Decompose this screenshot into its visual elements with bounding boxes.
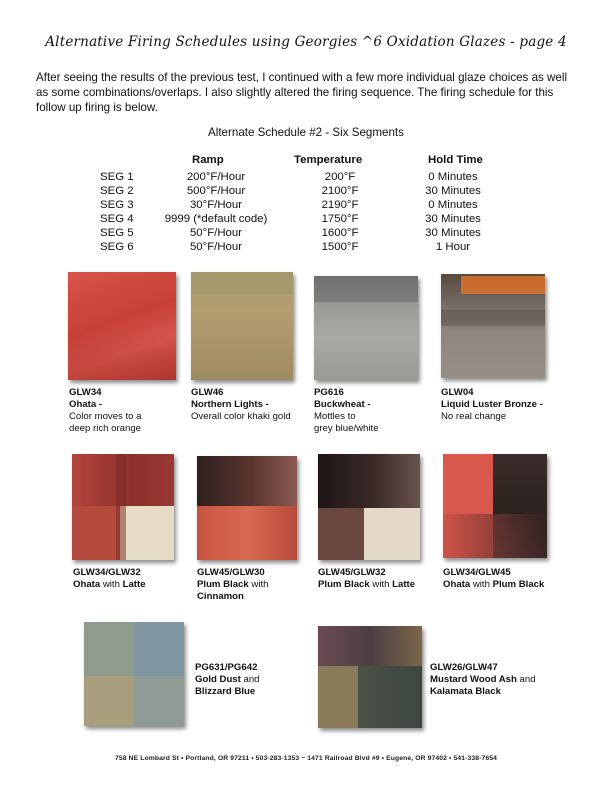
glaze-1-name: Ohata bbox=[73, 579, 101, 590]
tile-photo-glw46 bbox=[191, 272, 293, 380]
glaze-2-name: Cinnamon bbox=[197, 591, 244, 602]
temperature-value: 1750°F bbox=[321, 213, 359, 225]
combination-word: with bbox=[100, 579, 123, 590]
schedule-title: Alternate Schedule #2 - Six Segments bbox=[208, 126, 404, 139]
tile-caption bbox=[191, 387, 291, 423]
glaze-1-name: Plum Black bbox=[197, 579, 249, 590]
column-header-temperature: Temperature bbox=[294, 154, 363, 166]
ramp-value: 30°F/Hour bbox=[189, 199, 243, 211]
glaze-code: GLW34 bbox=[69, 387, 102, 398]
segment-label: SEG 5 bbox=[100, 227, 134, 239]
glaze-description: Overall color khaki gold bbox=[191, 411, 291, 422]
combination-word: with bbox=[248, 579, 269, 590]
glaze-code: PG631/PG642 bbox=[195, 662, 258, 673]
schedule-row bbox=[0, 213, 612, 227]
segment-label: SEG 1 bbox=[100, 171, 134, 183]
glaze-1-name: Plum Black bbox=[318, 579, 370, 590]
glaze-description: grey blue/white bbox=[314, 423, 379, 434]
glaze-1-name: Mustard Wood Ash bbox=[430, 674, 517, 685]
ramp-value: 50°F/Hour bbox=[189, 241, 243, 253]
column-header-hold-time: Hold Time bbox=[428, 154, 483, 166]
tile-photo-glw26-glw47 bbox=[318, 626, 422, 728]
ramp-value: 50°F/Hour bbox=[189, 227, 243, 239]
glaze-2-name: Latte bbox=[122, 579, 146, 590]
ramp-value: 500°F/Hour bbox=[186, 185, 246, 197]
tile-photo-glw45-glw32 bbox=[318, 454, 420, 560]
glaze-code: GLW34/GLW32 bbox=[73, 567, 141, 578]
glaze-name: Buckwheat - bbox=[314, 399, 371, 410]
combination-word: and bbox=[240, 674, 260, 685]
glaze-1-name: Gold Dust bbox=[195, 674, 241, 685]
schedule-row bbox=[0, 171, 612, 185]
glaze-name: Ohata - bbox=[69, 399, 103, 410]
schedule-row bbox=[0, 199, 612, 213]
tile-photo-glw34-glw32 bbox=[72, 454, 174, 560]
glaze-code: GLW04 bbox=[441, 387, 474, 398]
segment-label: SEG 4 bbox=[100, 213, 134, 225]
glaze-description: Color moves to a bbox=[69, 411, 142, 422]
glaze-2-name: Blizzard Blue bbox=[195, 686, 256, 697]
tile-photo-glw45-glw30 bbox=[197, 456, 297, 560]
glaze-2-name: Plum Black bbox=[492, 579, 545, 590]
page-title: Alternative Firing Schedules using Georgies ^6 Oxidation Glazes - page 4 bbox=[45, 34, 567, 50]
glaze-code: GLW45/GLW32 bbox=[318, 567, 386, 578]
glaze-1-name: Ohata bbox=[443, 579, 471, 590]
glaze-2-name: Latte bbox=[392, 579, 416, 590]
glaze-description: No real change bbox=[441, 411, 507, 422]
glaze-code: PG616 bbox=[314, 387, 344, 398]
hold-time-value: 30 Minutes bbox=[425, 227, 481, 239]
glaze-name: Northern Lights - bbox=[191, 399, 269, 410]
tile-photo-glw34-glw45 bbox=[443, 454, 547, 558]
hold-time-value: 30 Minutes bbox=[425, 213, 481, 225]
intro-paragraph: After seeing the results of the previous test, I continued with a few more individual glaze choices as well as some combinations/overlaps. I also slightly altered the firing sequence. The firing schedule for this follow up firing is below. bbox=[36, 71, 568, 114]
temperature-value: 2100°F bbox=[321, 185, 359, 197]
tile-caption bbox=[195, 662, 260, 698]
glaze-code: GLW46 bbox=[191, 387, 224, 398]
hold-time-value: 30 Minutes bbox=[425, 185, 481, 197]
ramp-value: 200°F/Hour bbox=[186, 171, 246, 183]
schedule-row bbox=[0, 227, 612, 241]
tile-caption bbox=[73, 567, 146, 591]
glaze-description: Mottles to bbox=[314, 411, 356, 422]
footer-address: 758 NE Lombard St • Portland, OR 97211 • 503-283-1353 ~ 1471 Railroad Blvd #9 • Eugene, OR 97402 • 541-338-7654 bbox=[115, 755, 497, 762]
column-header-ramp: Ramp bbox=[192, 154, 224, 166]
tile-caption bbox=[443, 567, 544, 591]
glaze-description: deep rich orange bbox=[69, 423, 142, 434]
glaze-name: Liquid Luster Bronze - bbox=[441, 399, 543, 410]
tile-caption bbox=[197, 567, 268, 603]
hold-time-value: 0 Minutes bbox=[428, 199, 478, 211]
tile-photo-glw04 bbox=[441, 274, 545, 378]
tile-photo-pg631-pg642 bbox=[84, 622, 184, 726]
hold-time-value: 0 Minutes bbox=[428, 171, 478, 183]
tile-photo-pg616 bbox=[314, 276, 418, 380]
tile-caption bbox=[314, 387, 379, 435]
temperature-value: 1500°F bbox=[321, 241, 359, 253]
combination-word: with bbox=[369, 579, 393, 590]
hold-time-value: 1 Hour bbox=[435, 241, 471, 253]
tile-caption bbox=[441, 387, 543, 423]
tile-photo-glw34 bbox=[68, 272, 176, 380]
tile-caption bbox=[430, 662, 536, 698]
combination-word: with bbox=[470, 579, 493, 590]
glaze-code: GLW34/GLW45 bbox=[443, 567, 511, 578]
glaze-2-name: Kalamata Black bbox=[430, 686, 501, 697]
tile-caption bbox=[69, 387, 142, 435]
segment-label: SEG 2 bbox=[100, 185, 134, 197]
segment-label: SEG 6 bbox=[100, 241, 134, 253]
tile-caption bbox=[318, 567, 415, 591]
temperature-value: 200°F bbox=[324, 171, 356, 183]
schedule-row bbox=[0, 185, 612, 199]
temperature-value: 2190°F bbox=[321, 199, 359, 211]
segment-label: SEG 3 bbox=[100, 199, 134, 211]
temperature-value: 1600°F bbox=[321, 227, 359, 239]
schedule-row bbox=[0, 241, 612, 255]
glaze-code: GLW26/GLW47 bbox=[430, 662, 498, 673]
glaze-code: GLW45/GLW30 bbox=[197, 567, 265, 578]
combination-word: and bbox=[516, 674, 536, 685]
ramp-value: 9999 (*default code) bbox=[164, 213, 268, 225]
